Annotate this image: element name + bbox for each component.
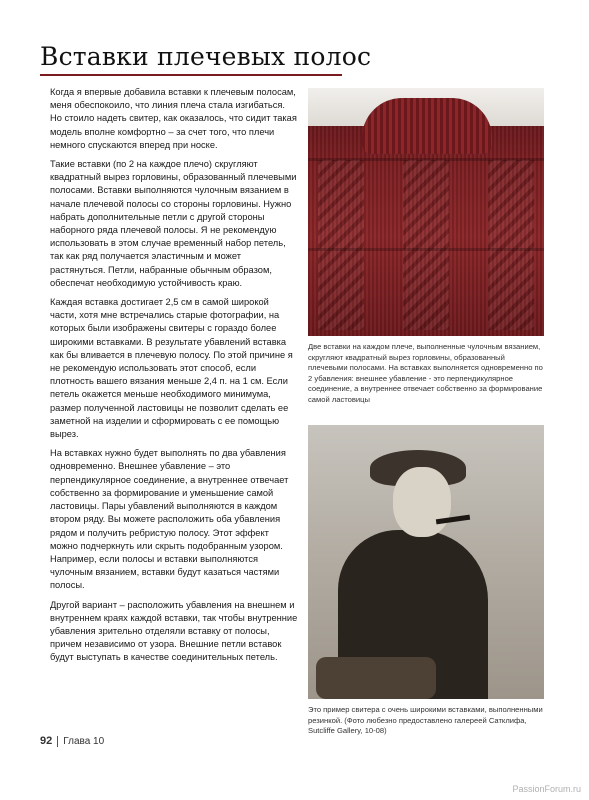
pattern-panel <box>403 160 449 330</box>
footer-divider <box>57 736 58 747</box>
fisherman-photo-caption: Это пример свитера с очень широкими вставками, выполненными резинкой. (Фото любезно предоставлено галереей Сатклифа, Sutcliffe Gallery, 10-08) <box>308 705 543 736</box>
watermark: PassionForum.ru <box>512 784 581 794</box>
barrel <box>316 657 436 699</box>
fisherman-photo <box>308 425 544 699</box>
pattern-seam <box>308 248 544 251</box>
paragraph-3: Каждая вставка достигает 2,5 см в самой широкой части, хотя мне встречались старые фотографии, на которых были изображены свитеры с гораздо более широкими вставками. В результате убавлений вставка как бы вливается в плечевую полосу. По этой причине я не рекомендую использовать этот способ, если плотность вашего вязания меньше 2,4 п. на 1 см. Если петель окажется меньше необходимого минимума, размер полученной ластовицы не позволит сделать ее заметной на изделии и сформировать с ее помощью вырез. <box>50 297 293 440</box>
chapter-label: Глава 10 <box>63 735 105 747</box>
sweater-photo <box>308 88 544 336</box>
sweater-collar <box>362 98 492 154</box>
page-footer <box>40 735 104 747</box>
paragraph-1: Когда я впервые добавила вставки к плечевым полосам, меня обеспокоило, что линия плеча стала изгибаться. Но стоило надеть свитер, как оказалось, что сидит такая модель вполне комфортно – за счет того, что плечи немного спускаются вперед при носке. <box>50 87 297 150</box>
pattern-panel <box>318 160 364 330</box>
title-underline <box>40 74 342 76</box>
paragraph-2: Такие вставки (по 2 на каждое плечо) скругляют квадратный вырез горловины, образованный плечевыми полосами. Вставки выполняются чулочным вязанием в начале плечевой полосы со стороны горловины. Нужно набрать дополнительные петли с другой стороны наборного ряда плечевой полосы. Я не рекомендую использовать в этом случае временный набор петель, так как ряд получается эластичным и может растянуться. Петли, набранные обычным образом, обеспечат необходимую устойчивость краю. <box>50 159 297 288</box>
paragraph-4: На вставках нужно будет выполнять по два убавления одновременно. Внешнее убавление – это перпендикулярное соединение, а внутреннее отвечает собственно за формирование и уменьшение самой ластовицы. Пары убавлений выполняются в каждом втором ряду. Вы можете расположить оба убавления рядом и получить ребристую полосу. Этот эффект можно подчеркнуть или скрыть подобранным узором. Например, если полосы и вставки выполняются чулочным вязанием, вставки будут казаться частями полосы. <box>50 448 289 591</box>
page-title: Вставки плечевых полос <box>40 42 372 71</box>
pattern-panel <box>488 160 534 330</box>
sweater-photo-caption: Две вставки на каждом плече, выполненные чулочным вязанием, скругляют квадратный вырез горловины, образованный плечевыми полосами. На вставках выполняется одновременно по 2 убавления: внешнее убавление - это перпендикулярное соединение, а внутреннее отвечает собственно за формирование самой ластовицы <box>308 342 543 404</box>
fisherman-face <box>393 467 451 537</box>
page-number: 92 <box>40 735 53 747</box>
article-body <box>50 86 298 671</box>
paragraph-5: Другой вариант – расположить убавления на внешнем и внутреннем краях каждой вставки, так чтобы внутренние убавления зрительно отделяли вставку от полосы, причем независимо от узора. Внешние петли вставок будут выступать в качестве соединительных петель. <box>50 599 298 663</box>
